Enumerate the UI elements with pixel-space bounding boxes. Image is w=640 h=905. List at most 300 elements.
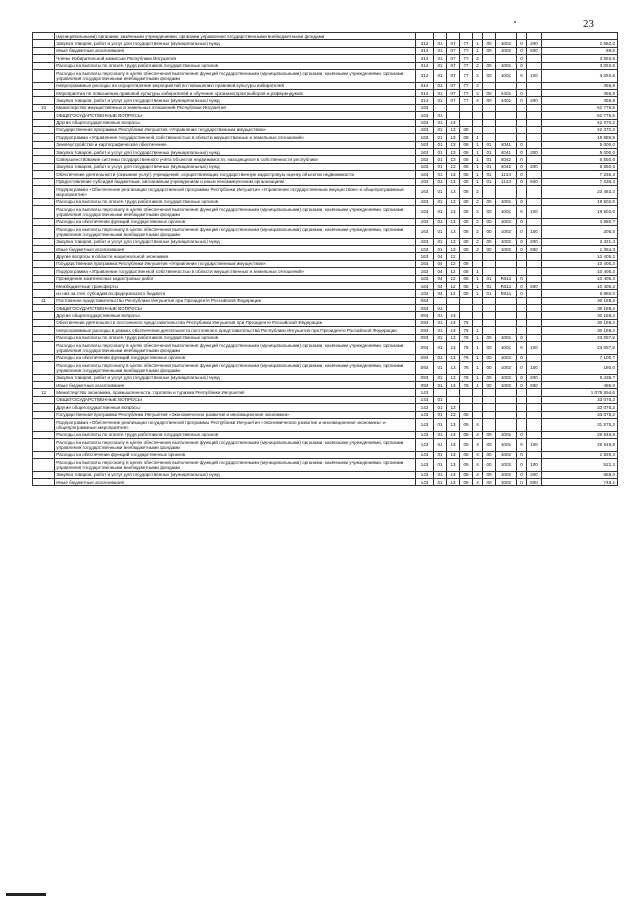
code-podrazdel: 07 (447, 62, 460, 69)
code-vr (527, 327, 542, 334)
code-vr (527, 404, 542, 411)
code-target (496, 389, 517, 396)
row-amount: 42 370,2 (542, 126, 618, 133)
code-vr (527, 396, 542, 403)
code-target: 1001 (496, 431, 517, 438)
code-direction (483, 297, 496, 304)
code-vr (527, 260, 542, 267)
row-name: Обеспечение деятельности (оказание услуг) учреждений, осуществляющих государственную кадастровую оценку объектов недвижимости (55, 171, 416, 178)
code-direction: 00 (483, 438, 496, 451)
code-target: 1002 (496, 471, 517, 478)
code-subprogram: 1 (473, 149, 483, 156)
code-razdel (434, 33, 447, 40)
code-grbs: 163 (416, 290, 434, 297)
code-program: 08 (460, 163, 473, 170)
code-grbs: 314 (416, 62, 434, 69)
row-name: Подпрограмма «Обеспечение реализации государственной программы Республики Ингушетия «Экономическое развитие и инновационная экономика» и общепрограммные мероприятия» (55, 418, 416, 431)
row-name: Расходы на выплаты персоналу в целях обеспечения выполнения функций государственными (муниципальными) органами, казёнными учреждениями, органами управления государственными внебюджетными фондами (55, 225, 416, 238)
budget-table-body (33, 33, 618, 486)
row-number (33, 82, 55, 89)
row-number (33, 97, 55, 104)
code-vr (527, 126, 542, 133)
code-suffix (517, 253, 527, 260)
code-podrazdel: 13 (447, 178, 460, 185)
code-vr (527, 253, 542, 260)
code-program: 08 (460, 268, 473, 275)
code-direction (483, 327, 496, 334)
row-number (33, 268, 55, 275)
row-number (33, 218, 55, 225)
code-vr (527, 198, 542, 205)
code-podrazdel: 13 (447, 458, 460, 471)
row-name: Предоставление субсидий бюджетным, автономным учреждениям и иным некоммерческим организациям (55, 178, 416, 185)
code-program: 09 (460, 431, 473, 438)
row-number (33, 418, 55, 431)
code-vr: 800 (527, 382, 542, 389)
code-target (496, 396, 517, 403)
code-target: 1001 (496, 334, 517, 341)
row-name: Другие общегосударственные вопросы (55, 119, 416, 126)
code-grbs: 163 (416, 225, 434, 238)
row-amount: 3 063,5 (542, 69, 618, 82)
code-target: R511 (496, 275, 517, 282)
code-suffix (517, 82, 527, 89)
code-podrazdel: 13 (447, 149, 460, 156)
code-subprogram (473, 112, 483, 119)
code-razdel: 01 (434, 171, 447, 178)
code-target (496, 411, 517, 418)
code-program: 08 (460, 290, 473, 297)
code-suffix (517, 134, 527, 141)
code-grbs: 163 (416, 119, 434, 126)
code-program: 08 (460, 282, 473, 289)
code-vr (527, 389, 542, 396)
code-grbs: 163 (416, 171, 434, 178)
code-vr: 100 (527, 342, 542, 355)
code-razdel: 04 (434, 290, 447, 297)
code-podrazdel: 12 (447, 275, 460, 282)
code-program: 09 (460, 471, 473, 478)
code-razdel: 01 (434, 198, 447, 205)
table-row (33, 411, 618, 418)
budget-table-wrapper (32, 32, 617, 486)
row-amount: 6 550,6 (542, 156, 618, 163)
code-direction (483, 319, 496, 326)
code-subprogram: 1 (473, 141, 483, 148)
code-suffix: 0 (517, 40, 527, 47)
code-vr (527, 411, 542, 418)
code-vr: 100 (527, 438, 542, 451)
code-podrazdel: 13 (447, 327, 460, 334)
row-number (33, 156, 55, 163)
code-grbs: 143 (416, 431, 434, 438)
row-amount: 29 645,9 (542, 438, 618, 451)
row-number (33, 327, 55, 334)
row-number (33, 253, 55, 260)
code-podrazdel: 13 (447, 411, 460, 418)
code-program (460, 305, 473, 312)
code-vr (527, 319, 542, 326)
code-subprogram: 2 (473, 55, 483, 62)
code-target: 1002 (496, 362, 517, 375)
table-row (33, 104, 618, 111)
code-suffix: 0 (517, 62, 527, 69)
table-row (33, 134, 618, 141)
code-program: 08 (460, 218, 473, 225)
code-subprogram: 1 (473, 327, 483, 334)
code-program: 78 (460, 327, 473, 334)
row-number (33, 149, 55, 156)
code-podrazdel: 13 (447, 312, 460, 319)
row-amount: 3 980,7 (542, 218, 618, 225)
row-number (33, 312, 55, 319)
code-vr (527, 290, 542, 297)
code-program: 78 (460, 334, 473, 341)
code-suffix: 0 (517, 354, 527, 361)
row-amount: 19 502,6 (542, 198, 618, 205)
table-row (33, 198, 618, 205)
row-amount: 1 354,3 (542, 245, 618, 252)
code-suffix (517, 389, 527, 396)
row-number (33, 225, 55, 238)
code-direction (483, 134, 496, 141)
code-razdel: 01 (434, 89, 447, 96)
code-target (496, 327, 517, 334)
row-name: Государственная программа Республики Ингушетия «Управление государственным имуществом» (55, 126, 416, 133)
row-number (33, 411, 55, 418)
code-grbs: 163 (416, 178, 434, 185)
code-grbs: 163 (416, 163, 434, 170)
table-row (33, 218, 618, 225)
row-name: Министерство экономики, промышленности, торговли и туризма Республики Ингушетия (55, 389, 416, 396)
table-row (33, 396, 618, 403)
code-vr (527, 297, 542, 304)
code-direction: 00 (483, 451, 496, 458)
code-grbs: 163 (416, 104, 434, 111)
code-grbs: 163 (416, 206, 434, 219)
code-direction (483, 33, 496, 40)
code-direction: 00 (483, 374, 496, 381)
code-suffix (517, 396, 527, 403)
code-podrazdel: 07 (447, 55, 460, 62)
code-subprogram (473, 411, 483, 418)
code-suffix (517, 268, 527, 275)
code-grbs: 093 (416, 327, 434, 334)
code-razdel: 01 (434, 451, 447, 458)
row-amount: 3 063,5 (542, 55, 618, 62)
code-suffix: 0 (517, 55, 527, 62)
code-direction: 00 (483, 238, 496, 245)
code-grbs: 163 (416, 253, 434, 260)
code-suffix: 0 (517, 334, 527, 341)
code-program: 77 (460, 47, 473, 54)
code-program: 08 (460, 206, 473, 219)
code-grbs: 143 (416, 404, 434, 411)
row-amount: 23 057,5 (542, 334, 618, 341)
code-razdel: 01 (434, 305, 447, 312)
code-program: 77 (460, 62, 473, 69)
code-suffix (517, 297, 527, 304)
row-name: Другие общегосударственные вопросы (55, 312, 416, 319)
row-name: Подпрограмма «Управление государственной собственностью в области имущественных и земельных отношений» (55, 268, 416, 275)
table-row (33, 47, 618, 54)
code-direction: 00 (483, 47, 496, 54)
code-grbs: 093 (416, 382, 434, 389)
code-program: 09 (460, 411, 473, 418)
code-target: R511 (496, 290, 517, 297)
code-target: 1001 (496, 342, 517, 355)
code-grbs: 163 (416, 134, 434, 141)
code-grbs: 093 (416, 312, 434, 319)
code-direction: 01 (483, 149, 496, 156)
code-razdel: 01 (434, 354, 447, 361)
code-direction (483, 312, 496, 319)
row-number (33, 319, 55, 326)
row-amount (542, 33, 618, 40)
code-subprogram: 4 (473, 82, 483, 89)
table-row (33, 290, 618, 297)
row-name: Закупка товаров, работ и услуг для государственных (муниципальных) нужд (55, 238, 416, 245)
row-name: Проведение комплексных кадастровых работ (55, 275, 416, 282)
code-target: 1002 (496, 40, 517, 47)
code-grbs: 314 (416, 69, 434, 82)
code-suffix: 0 (517, 458, 527, 471)
row-name: Государственная программа Республики Ингушетия «Экономическое развитие и инновационная экономика» (55, 411, 416, 418)
code-podrazdel: 13 (447, 431, 460, 438)
row-amount: 7 336,3 (542, 178, 618, 185)
code-target (496, 55, 517, 62)
code-suffix: 0 (517, 275, 527, 282)
code-vr (527, 156, 542, 163)
row-number (33, 119, 55, 126)
code-program: 09 (460, 458, 473, 471)
code-podrazdel: 13 (447, 126, 460, 133)
row-number (33, 141, 55, 148)
code-vr: 200 (527, 149, 542, 156)
code-subprogram: 2 (473, 206, 483, 219)
code-program: 08 (460, 225, 473, 238)
code-suffix: 0 (517, 238, 527, 245)
row-amount: 30 158,2 (542, 319, 618, 326)
table-row (33, 126, 618, 133)
code-grbs: 163 (416, 112, 434, 119)
code-program: 09 (460, 451, 473, 458)
row-name: Расходы на выплаты персоналу в целях обеспечения выполнения функций государственными (муниципальными) органами, казёнными учреждениями, органами управления государственными внебюджетными фондами (55, 342, 416, 355)
code-suffix: 0 (517, 438, 527, 451)
code-razdel: 01 (434, 119, 447, 126)
code-grbs: 163 (416, 268, 434, 275)
code-podrazdel (447, 396, 460, 403)
row-name: Министерство имущественных и земельных отношений Республики Ингушетия (55, 104, 416, 111)
table-row (33, 55, 618, 62)
code-target: 4042 (496, 156, 517, 163)
code-program: 08 (460, 238, 473, 245)
code-vr: 100 (527, 206, 542, 219)
code-razdel: 01 (434, 225, 447, 238)
code-program: 08 (460, 141, 473, 148)
code-target (496, 112, 517, 119)
code-target: 1002 (496, 225, 517, 238)
code-target: 4042 (496, 163, 517, 170)
code-podrazdel: 07 (447, 82, 460, 89)
code-podrazdel (447, 104, 460, 111)
code-direction: 00 (483, 458, 496, 471)
code-podrazdel (447, 112, 460, 119)
row-name: ОБЩЕГОСУДАРСТВЕННЫЕ ВОПРОСЫ (55, 305, 416, 312)
code-vr: 800 (527, 47, 542, 54)
row-name: Совершенствование системы государственного учёта объектов недвижимости, находящихся в собственности республики (55, 156, 416, 163)
code-suffix (517, 327, 527, 334)
code-direction: 00 (483, 334, 496, 341)
table-row (33, 149, 618, 156)
code-direction: 00 (483, 218, 496, 225)
code-direction: 00 (483, 471, 496, 478)
code-program: 08 (460, 198, 473, 205)
code-vr (527, 451, 542, 458)
table-row (33, 389, 618, 396)
row-name: ОБЩЕГОСУДАРСТВЕННЫЕ ВОПРОСЫ (55, 112, 416, 119)
row-number (33, 438, 55, 451)
code-grbs: 163 (416, 238, 434, 245)
code-direction: 00 (483, 89, 496, 96)
code-target: 4041 (496, 149, 517, 156)
row-number (33, 471, 55, 478)
code-target: 1002 (496, 478, 517, 485)
code-vr (527, 33, 542, 40)
row-name: Расходы на выплаты по оплате труда работников государственных органов (55, 334, 416, 341)
code-podrazdel: 07 (447, 97, 460, 104)
code-subprogram: 1 (473, 47, 483, 54)
code-target: 1001 (496, 62, 517, 69)
code-direction (483, 411, 496, 418)
code-suffix: 0 (517, 163, 527, 170)
code-grbs: 093 (416, 305, 434, 312)
code-vr: 200 (527, 374, 542, 381)
row-number (33, 404, 55, 411)
code-razdel: 01 (434, 141, 447, 148)
row-number (33, 382, 55, 389)
code-direction: 01 (483, 178, 496, 185)
row-name: Межбюджетные трансферты (55, 282, 416, 289)
code-target (496, 126, 517, 133)
code-razdel: 01 (434, 149, 447, 156)
code-program (460, 33, 473, 40)
code-razdel: 04 (434, 268, 447, 275)
code-suffix: 0 (517, 374, 527, 381)
code-podrazdel: 13 (447, 225, 460, 238)
code-program: 78 (460, 342, 473, 355)
row-name: Иные бюджетные ассигнования (55, 47, 416, 54)
code-target: 1001 (496, 206, 517, 219)
row-amount: 10 405,3 (542, 275, 618, 282)
code-program (460, 297, 473, 304)
code-vr (527, 305, 542, 312)
code-vr (527, 218, 542, 225)
code-direction (483, 55, 496, 62)
row-amount: 522,2 (542, 458, 618, 471)
row-number (33, 431, 55, 438)
code-razdel: 01 (434, 411, 447, 418)
code-vr (527, 134, 542, 141)
code-grbs: 143 (416, 389, 434, 396)
table-row (33, 334, 618, 341)
table-row (33, 97, 618, 104)
code-target (496, 319, 517, 326)
code-suffix (517, 312, 527, 319)
code-razdel: 01 (434, 374, 447, 381)
code-vr: 200 (527, 238, 542, 245)
row-number (33, 40, 55, 47)
code-program: 08 (460, 275, 473, 282)
code-target: 1002 (496, 47, 517, 54)
code-subprogram: 1 (473, 334, 483, 341)
row-number (33, 362, 55, 375)
code-podrazdel: 13 (447, 198, 460, 205)
code-program (460, 112, 473, 119)
code-suffix: 0 (517, 198, 527, 205)
code-podrazdel: 07 (447, 89, 460, 96)
row-number (33, 163, 55, 170)
row-amount: 52 775,5 (542, 104, 618, 111)
code-suffix: 0 (517, 69, 527, 82)
code-suffix (517, 126, 527, 133)
code-program (460, 119, 473, 126)
row-name: Закупка товаров, работ и услуг для государственных (муниципальных) нужд (55, 374, 416, 381)
row-amount: 30 158,2 (542, 312, 618, 319)
code-razdel: 01 (434, 238, 447, 245)
code-razdel: 01 (434, 178, 447, 185)
code-grbs: 163 (416, 126, 434, 133)
code-direction: 00 (483, 69, 496, 82)
code-program: 09 (460, 438, 473, 451)
code-subprogram: 1 (473, 342, 483, 355)
code-razdel: 01 (434, 62, 447, 69)
row-name: Мероприятия по повышению правовой культуры избирателей и обучение организаторов выборов и референдумов (55, 89, 416, 96)
row-amount: 180,0 (542, 362, 618, 375)
code-podrazdel: 13 (447, 186, 460, 199)
code-suffix: 0 (517, 282, 527, 289)
code-subprogram: 1 (473, 268, 483, 275)
row-amount: 10 405,3 (542, 268, 618, 275)
code-subprogram (473, 104, 483, 111)
row-name: Подпрограмма «Управление государственной собственностью в области имущественных и земельных отношений» (55, 134, 416, 141)
code-suffix: 0 (517, 156, 527, 163)
code-subprogram: 4 (473, 478, 483, 485)
code-direction (483, 119, 496, 126)
code-vr (527, 431, 542, 438)
code-razdel: 01 (434, 69, 447, 82)
row-number: 12 (33, 389, 55, 396)
code-program (460, 312, 473, 319)
code-target: 4401 (496, 89, 517, 96)
code-podrazdel: 12 (447, 260, 460, 267)
row-number (33, 458, 55, 471)
code-suffix (517, 119, 527, 126)
code-suffix: 0 (517, 218, 527, 225)
row-name: ОБЩЕГОСУДАРСТВЕННЫЕ ВОПРОСЫ (55, 396, 416, 403)
code-razdel: 01 (434, 404, 447, 411)
row-amount: 9 885,0 (542, 290, 618, 297)
table-row (33, 342, 618, 355)
row-amount: 18 886,9 (542, 134, 618, 141)
code-razdel: 01 (434, 438, 447, 451)
code-direction (483, 305, 496, 312)
code-podrazdel: 13 (447, 418, 460, 431)
code-program (460, 404, 473, 411)
code-razdel: 01 (434, 186, 447, 199)
table-row (33, 206, 618, 219)
code-razdel: 01 (434, 112, 447, 119)
